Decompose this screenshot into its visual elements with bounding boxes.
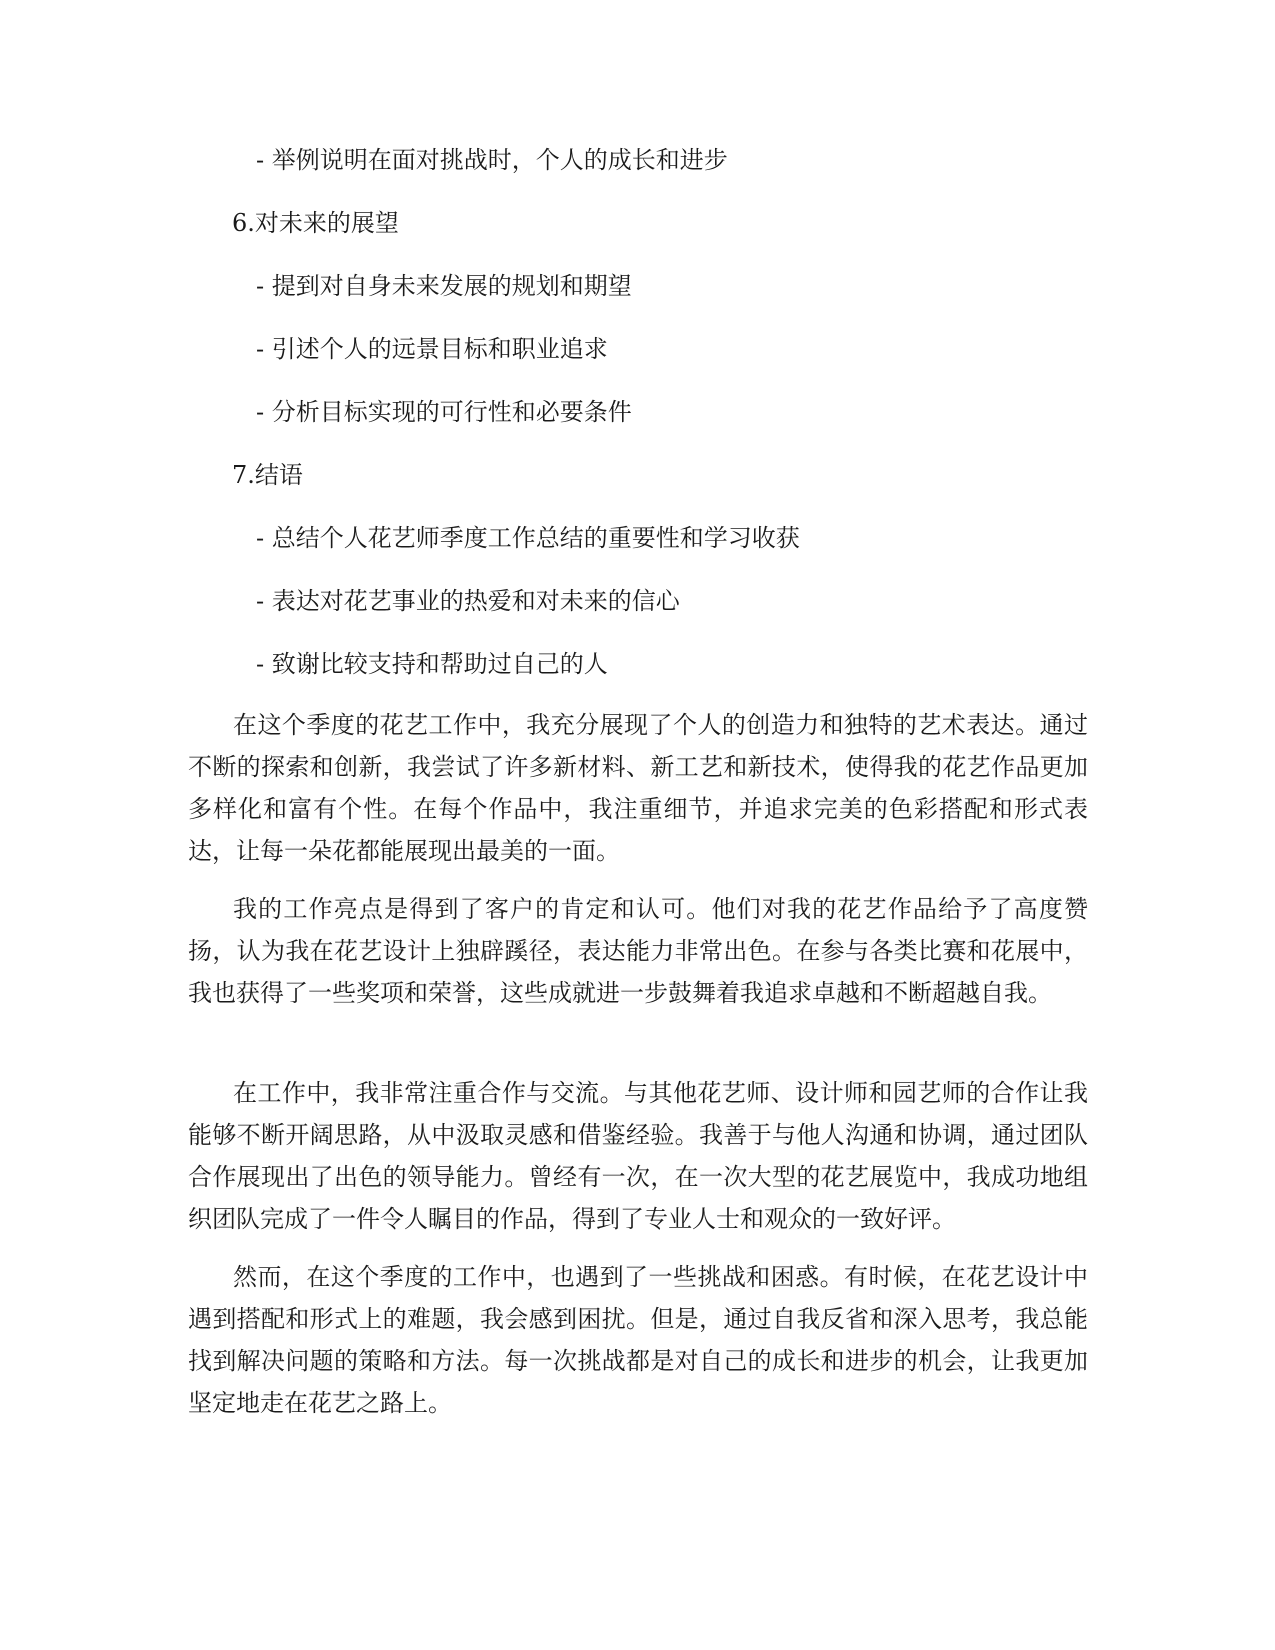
- outline-bullet: - 致谢比较支持和帮助过自己的人: [256, 650, 608, 678]
- outline-bullet: - 举例说明在面对挑战时，个人的成长和进步: [256, 146, 728, 174]
- outline-bullet: - 提到对自身未来发展的规划和期望: [256, 272, 632, 300]
- body-paragraph: 我的工作亮点是得到了客户的肯定和认可。他们对我的花艺作品给予了高度赞扬，认为我在花艺设计上独辟蹊径，表达能力非常出色。在参与各类比赛和花展中，我也获得了一些奖项和荣誉，这些成就进一步鼓舞着我追求卓越和不断超越自我。: [188, 895, 1088, 1007]
- outline-bullet: - 分析目标实现的可行性和必要条件: [256, 398, 632, 426]
- body-paragraph: 在这个季度的花艺工作中，我充分展现了个人的创造力和独特的艺术表达。通过不断的探索和创新，我尝试了许多新材料、新工艺和新技术，使得我的花艺作品更加多样化和富有个性。在每个作品中，我注重细节，并追求完美的色彩搭配和形式表达，让每一朵花都能展现出最美的一面。: [188, 711, 1088, 865]
- body-paragraph: 在工作中，我非常注重合作与交流。与其他花艺师、设计师和园艺师的合作让我能够不断开阔思路，从中汲取灵感和借鉴经验。我善于与他人沟通和协调，通过团队合作展现出了出色的领导能力。曾经有一次，在一次大型的花艺展览中，我成功地组织团队完成了一件令人瞩目的作品，得到了专业人士和观众的一致好评。: [188, 1079, 1088, 1233]
- outline-heading: 6.对未来的展望: [232, 209, 399, 237]
- outline-bullet: - 表达对花艺事业的热爱和对未来的信心: [256, 587, 680, 615]
- outline-bullet: - 引述个人的远景目标和职业追求: [256, 335, 608, 363]
- outline-bullet: - 总结个人花艺师季度工作总结的重要性和学习收获: [256, 524, 800, 552]
- body-paragraph: 然而，在这个季度的工作中，也遇到了一些挑战和困惑。有时候，在花艺设计中遇到搭配和形式上的难题，我会感到困扰。但是，通过自我反省和深入思考，我总能找到解决问题的策略和方法。每一次挑战都是对自己的成长和进步的机会，让我更加坚定地走在花艺之路上。: [188, 1263, 1088, 1417]
- outline-heading: 7.结语: [232, 461, 303, 489]
